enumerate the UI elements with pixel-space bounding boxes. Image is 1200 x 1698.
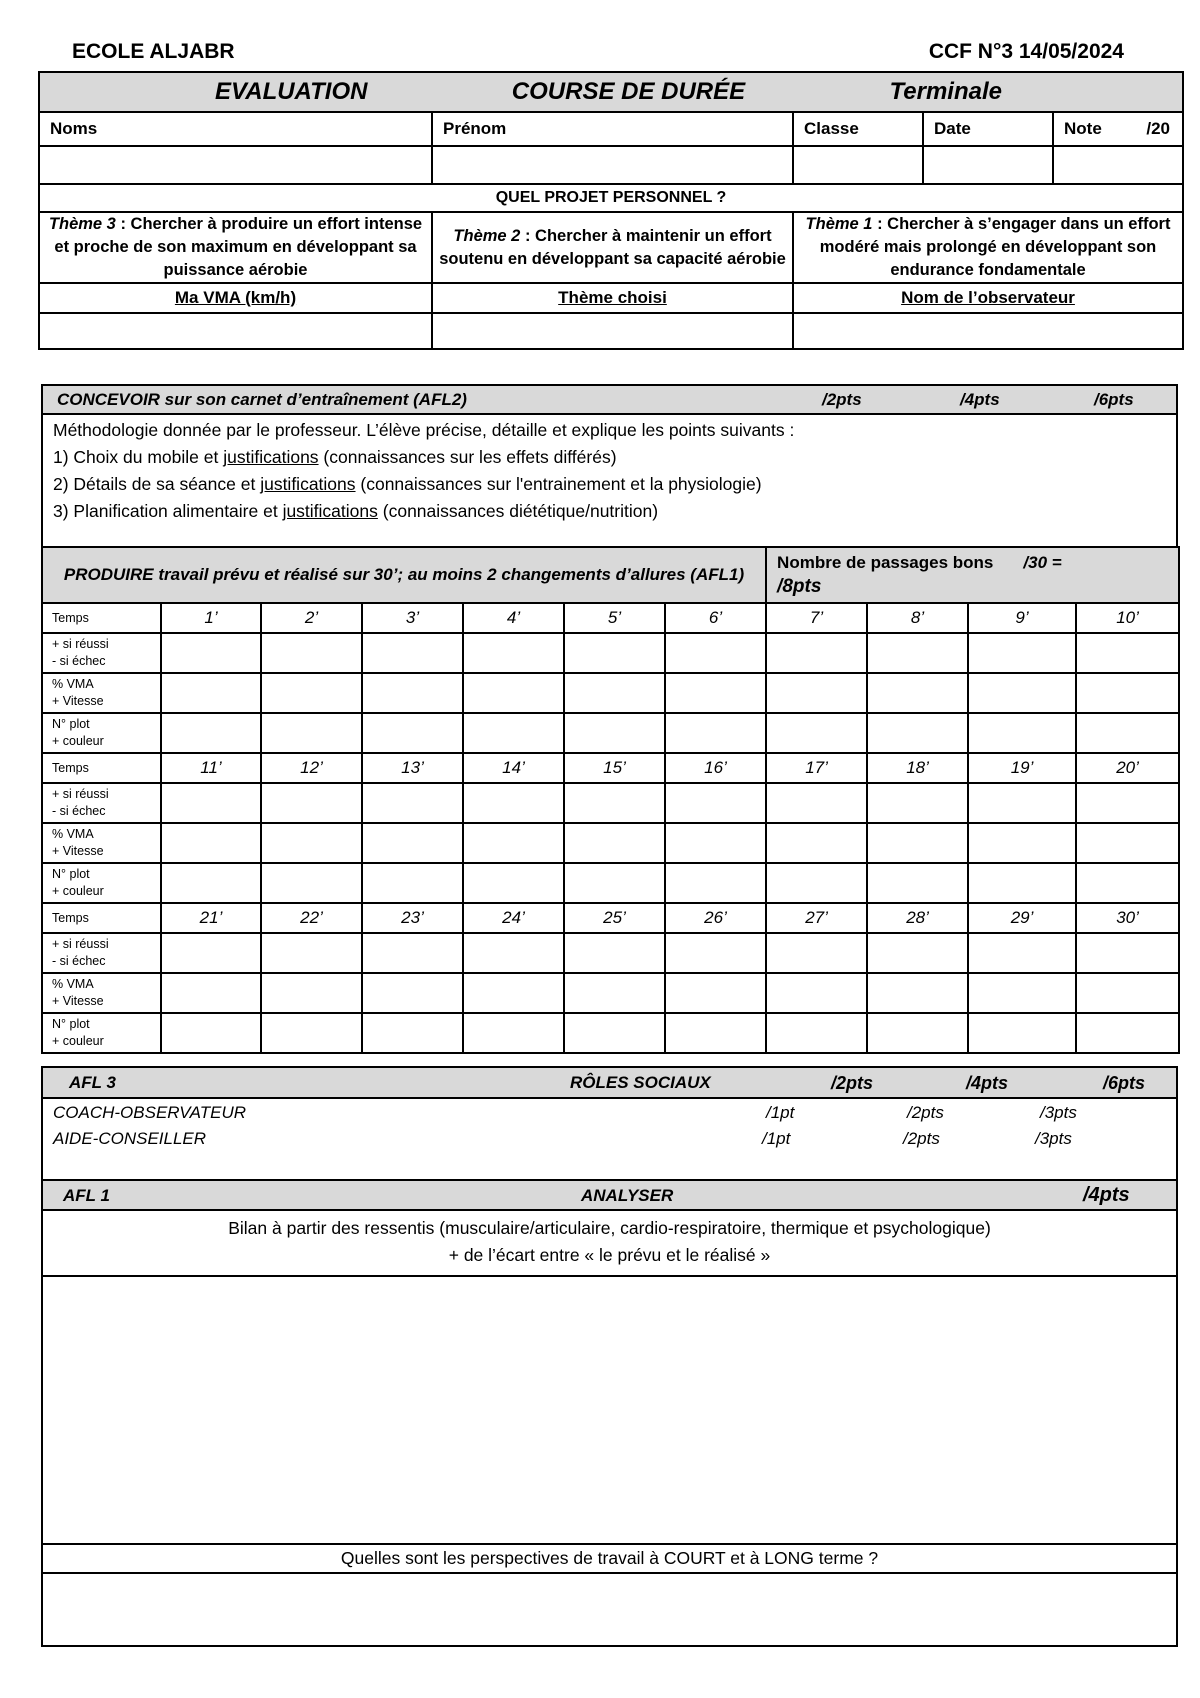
result-row-cell[interactable]	[362, 633, 463, 673]
vma-row-cell[interactable]	[463, 673, 564, 713]
noms-field[interactable]	[39, 146, 432, 184]
perspectives-answer-area[interactable]	[41, 1572, 1178, 1647]
note-label	[1053, 112, 1183, 146]
result-row-cell[interactable]	[665, 633, 766, 673]
vma-row-cell[interactable]	[1076, 973, 1179, 1013]
plot-row-label: N° plot + couleur	[42, 1013, 161, 1053]
temps-label: Temps	[42, 753, 161, 783]
result-row-cell[interactable]	[362, 933, 463, 973]
concevoir-pts-4: /4pts	[960, 389, 1000, 409]
analyser-header	[41, 1179, 1178, 1211]
vma-row-cell[interactable]	[161, 673, 261, 713]
concevoir-title: CONCEVOIR sur son carnet d’entraînement (AFL2)	[57, 389, 467, 409]
plot-row-cell[interactable]	[161, 863, 261, 903]
concevoir-pts-2: /2pts	[822, 389, 862, 409]
temps-label: Temps	[42, 903, 161, 933]
minute-header: 23’	[362, 903, 463, 933]
result-row-cell[interactable]	[766, 933, 867, 973]
result-row-cell[interactable]	[161, 633, 261, 673]
plot-row-cell[interactable]	[1076, 713, 1179, 753]
note-max: /20	[1146, 119, 1170, 138]
theme-3-label: Thème 3	[48, 215, 116, 233]
perspectives-question: Quelles sont les perspectives de travail à COURT et à LONG terme ?	[340, 1548, 879, 1568]
result-row-cell[interactable]	[161, 933, 261, 973]
vma-row-cell[interactable]	[766, 973, 867, 1013]
result-row-cell[interactable]	[867, 783, 968, 823]
vma-row-cell[interactable]	[463, 973, 564, 1013]
minute-header: 6’	[665, 603, 766, 633]
result-row-cell[interactable]	[665, 783, 766, 823]
result-row-cell[interactable]	[564, 783, 665, 823]
result-row-cell[interactable]	[463, 783, 564, 823]
result-row-cell[interactable]	[463, 933, 564, 973]
minute-header: 27’	[766, 903, 867, 933]
role-coach-pts-1: /1pt	[766, 1103, 795, 1122]
concevoir-table	[41, 384, 1178, 552]
level-title: Terminale	[889, 78, 1002, 105]
minute-header: 29’	[968, 903, 1076, 933]
result-row-cell[interactable]	[968, 933, 1076, 973]
minute-header: 10’	[1076, 603, 1179, 633]
plot-row-cell[interactable]	[968, 863, 1076, 903]
vma-row-cell[interactable]	[1076, 673, 1179, 713]
plot-row-cell[interactable]	[463, 713, 564, 753]
plot-row-cell[interactable]	[362, 713, 463, 753]
ccf-label: CCF N°3 14/05/2024	[928, 40, 1124, 63]
note-field[interactable]	[1053, 146, 1183, 184]
role-aide-pts-3: /3pts	[1035, 1129, 1072, 1148]
analyser-pts: /4pts	[1083, 1184, 1130, 1206]
role-coach-pts-2: /2pts	[907, 1103, 944, 1122]
perspectives-header	[41, 1543, 1178, 1574]
vma-row-cell[interactable]	[665, 673, 766, 713]
plot-row-cell[interactable]	[867, 863, 968, 903]
roles-pts-6: /6pts	[1103, 1073, 1146, 1093]
result-row-cell[interactable]	[867, 933, 968, 973]
result-row-cell[interactable]	[161, 783, 261, 823]
passages-cell	[766, 547, 1179, 603]
result-row-label: + si réussi - si échec	[42, 633, 161, 673]
minute-header: 17’	[766, 753, 867, 783]
result-row-cell[interactable]	[564, 933, 665, 973]
vma-row-cell[interactable]	[968, 823, 1076, 863]
theme-3	[39, 212, 432, 283]
vma-row-cell[interactable]	[665, 973, 766, 1013]
result-row-label: + si réussi - si échec	[42, 783, 161, 823]
theme-1	[793, 212, 1183, 283]
minute-header: 14’	[463, 753, 564, 783]
course-title: COURSE DE DURÉE	[511, 78, 746, 105]
vma-row-cell[interactable]	[867, 823, 968, 863]
temps-label: Temps	[42, 603, 161, 633]
concevoir-item-1: 1) Choix du mobile et justifications (connaissances sur les effets différés)	[53, 447, 617, 467]
result-row-cell[interactable]	[1076, 633, 1179, 673]
plot-row-cell[interactable]	[665, 863, 766, 903]
result-row-cell[interactable]	[968, 783, 1076, 823]
result-row-cell[interactable]	[1076, 783, 1179, 823]
minute-header: 13’	[362, 753, 463, 783]
vma-row-cell[interactable]	[261, 973, 362, 1013]
plot-row-cell[interactable]	[968, 713, 1076, 753]
plot-row-cell[interactable]	[867, 713, 968, 753]
vma-row-cell[interactable]	[665, 823, 766, 863]
produire-score: /8pts	[777, 576, 822, 597]
minute-header: 26’	[665, 903, 766, 933]
vma-row-cell[interactable]	[161, 823, 261, 863]
vma-row-cell[interactable]	[362, 673, 463, 713]
minute-header: 7’	[766, 603, 867, 633]
minute-header: 9’	[968, 603, 1076, 633]
minute-header: 15’	[564, 753, 665, 783]
plot-row-label: N° plot + couleur	[42, 863, 161, 903]
minute-header: 19’	[968, 753, 1076, 783]
plot-row-cell[interactable]	[867, 1013, 968, 1053]
plot-row-cell[interactable]	[766, 1013, 867, 1053]
vma-label: Ma VMA (km/h)	[39, 283, 432, 313]
vma-row-cell[interactable]	[362, 973, 463, 1013]
minute-header: 2’	[261, 603, 362, 633]
plot-row-cell[interactable]	[362, 863, 463, 903]
minute-header: 8’	[867, 603, 968, 633]
title-bar	[39, 72, 1183, 112]
minute-header: 20’	[1076, 753, 1179, 783]
plot-row-cell[interactable]	[463, 1013, 564, 1053]
minute-header: 5’	[564, 603, 665, 633]
theme-2	[432, 212, 793, 283]
roles-title: RÔLES SOCIAUX	[570, 1073, 711, 1092]
vma-row-cell[interactable]	[564, 973, 665, 1013]
vma-row-cell[interactable]	[867, 673, 968, 713]
roles-header	[41, 1066, 1178, 1099]
theme-3-text: : Chercher à produire un effort intense et proche de son maximum en développant sa puissance aérobie	[54, 215, 423, 279]
role-aide-pts-1: /1pt	[762, 1129, 791, 1148]
result-row-cell[interactable]	[261, 783, 362, 823]
plot-row-cell[interactable]	[261, 863, 362, 903]
evaluation-title: EVALUATION	[215, 78, 368, 105]
vma-row-label: % VMA + Vitesse	[42, 823, 161, 863]
plot-row-label: N° plot + couleur	[42, 713, 161, 753]
produire-title: PRODUIRE travail prévu et réalisé sur 30’; au moins 2 changements d’allures (AFL1)	[42, 547, 766, 603]
roles-pts-2: /2pts	[831, 1073, 874, 1093]
date-field[interactable]	[923, 146, 1053, 184]
vma-row-cell[interactable]	[766, 823, 867, 863]
plot-row-cell[interactable]	[161, 1013, 261, 1053]
vma-row-cell[interactable]	[968, 973, 1076, 1013]
concevoir-body	[42, 414, 1177, 551]
minute-header: 18’	[867, 753, 968, 783]
plot-row-cell[interactable]	[564, 1013, 665, 1053]
roles-body	[41, 1097, 1178, 1181]
role-coach-pts-3: /3pts	[1040, 1103, 1077, 1122]
result-row-cell[interactable]	[564, 633, 665, 673]
role-aide: AIDE-CONSEILLER	[53, 1129, 207, 1148]
vma-row-cell[interactable]	[1076, 823, 1179, 863]
plot-row-cell[interactable]	[1076, 863, 1179, 903]
vma-row-cell[interactable]	[564, 823, 665, 863]
plot-row-cell[interactable]	[564, 713, 665, 753]
observateur-field[interactable]	[793, 313, 1183, 349]
result-row-cell[interactable]	[867, 633, 968, 673]
plot-row-cell[interactable]	[766, 863, 867, 903]
plot-row-cell[interactable]	[261, 713, 362, 753]
prenom-label: Prénom	[432, 112, 793, 146]
vma-row-cell[interactable]	[261, 673, 362, 713]
vma-row-cell[interactable]	[867, 973, 968, 1013]
minute-header: 24’	[463, 903, 564, 933]
plot-row-cell[interactable]	[564, 863, 665, 903]
vma-row-cell[interactable]	[261, 823, 362, 863]
result-row-cell[interactable]	[261, 633, 362, 673]
result-row-cell[interactable]	[463, 633, 564, 673]
result-row-cell[interactable]	[362, 783, 463, 823]
plot-row-cell[interactable]	[665, 713, 766, 753]
plot-row-cell[interactable]	[261, 1013, 362, 1053]
result-row-label: + si réussi - si échec	[42, 933, 161, 973]
passages-label: Nombre de passages bons	[777, 553, 994, 572]
theme-choisi-label: Thème choisi	[432, 283, 793, 313]
vma-row-cell[interactable]	[463, 823, 564, 863]
result-row-cell[interactable]	[968, 633, 1076, 673]
vma-row-label: % VMA + Vitesse	[42, 973, 161, 1013]
minute-header: 28’	[867, 903, 968, 933]
plot-row-cell[interactable]	[766, 713, 867, 753]
result-row-cell[interactable]	[766, 783, 867, 823]
analyser-afl: AFL 1	[63, 1186, 110, 1205]
minute-header: 12’	[261, 753, 362, 783]
minute-header: 30’	[1076, 903, 1179, 933]
bilan-answer-area[interactable]	[41, 1275, 1178, 1545]
role-coach: COACH-OBSERVATEUR	[53, 1103, 247, 1122]
plot-row-cell[interactable]	[362, 1013, 463, 1053]
analyser-title: ANALYSER	[581, 1186, 674, 1205]
concevoir-header	[42, 385, 1177, 414]
concevoir-item-3: 3) Planification alimentaire et justifications (connaissances diététique/nutrition)	[53, 501, 659, 521]
minute-header: 1’	[161, 603, 261, 633]
role-aide-pts-2: /2pts	[903, 1129, 940, 1148]
vma-row-cell[interactable]	[968, 673, 1076, 713]
minute-header: 25’	[564, 903, 665, 933]
classe-label: Classe	[793, 112, 923, 146]
theme-2-label: Thème 2	[453, 226, 521, 245]
minute-header: 4’	[463, 603, 564, 633]
concevoir-intro: Méthodologie donnée par le professeur. L’élève précise, détaille et explique les points suivants :	[53, 420, 795, 440]
noms-label: Noms	[39, 112, 432, 146]
minute-header: 16’	[665, 753, 766, 783]
theme-1-label: Thème 1	[805, 215, 873, 233]
roles-afl: AFL 3	[69, 1073, 116, 1092]
vma-row-cell[interactable]	[766, 673, 867, 713]
produire-table	[41, 546, 1180, 1054]
projet-question: QUEL PROJET PERSONNEL ?	[39, 184, 1183, 212]
vma-row-label: % VMA + Vitesse	[42, 673, 161, 713]
passages-max: /30 =	[1023, 553, 1062, 572]
vma-row-cell[interactable]	[362, 823, 463, 863]
theme-2-text: : Chercher à maintenir un effort soutenu en développant sa capacité aérobie	[439, 226, 786, 268]
prenom-field[interactable]	[432, 146, 793, 184]
minute-header: 21’	[161, 903, 261, 933]
result-row-cell[interactable]	[665, 933, 766, 973]
vma-row-cell[interactable]	[161, 973, 261, 1013]
minute-header: 22’	[261, 903, 362, 933]
plot-row-cell[interactable]	[463, 863, 564, 903]
result-row-cell[interactable]	[1076, 933, 1179, 973]
minute-header: 3’	[362, 603, 463, 633]
plot-row-cell[interactable]	[665, 1013, 766, 1053]
result-row-cell[interactable]	[261, 933, 362, 973]
note-text: Note	[1064, 119, 1102, 138]
vma-row-cell[interactable]	[564, 673, 665, 713]
observateur-label: Nom de l’observateur	[793, 283, 1183, 313]
roles-pts-4: /4pts	[966, 1073, 1009, 1093]
plot-row-cell[interactable]	[1076, 1013, 1179, 1053]
theme-1-text: : Chercher à s’engager dans un effort modéré mais prolongé en développant son endurance fondamentale	[819, 215, 1171, 279]
vma-field[interactable]	[39, 313, 432, 349]
minute-header: 11’	[161, 753, 261, 783]
concevoir-pts-6: /6pts	[1094, 389, 1134, 409]
plot-row-cell[interactable]	[161, 713, 261, 753]
bilan-line-2: + de l’écart entre « le prévu et le réalisé »	[448, 1245, 771, 1265]
date-label: Date	[923, 112, 1053, 146]
identity-table	[38, 71, 1184, 350]
classe-field[interactable]	[793, 146, 923, 184]
plot-row-cell[interactable]	[968, 1013, 1076, 1053]
result-row-cell[interactable]	[766, 633, 867, 673]
concevoir-item-2: 2) Détails de sa séance et justifications (connaissances sur l'entrainement et la physiologie)	[53, 474, 762, 494]
school-name: ECOLE ALJABR	[72, 40, 235, 63]
bilan-line-1: Bilan à partir des ressentis (musculaire/articulaire, cardio-respiratoire, thermique et psychologique)	[228, 1218, 991, 1238]
bilan-box	[41, 1209, 1178, 1277]
theme-choisi-field[interactable]	[432, 313, 793, 349]
